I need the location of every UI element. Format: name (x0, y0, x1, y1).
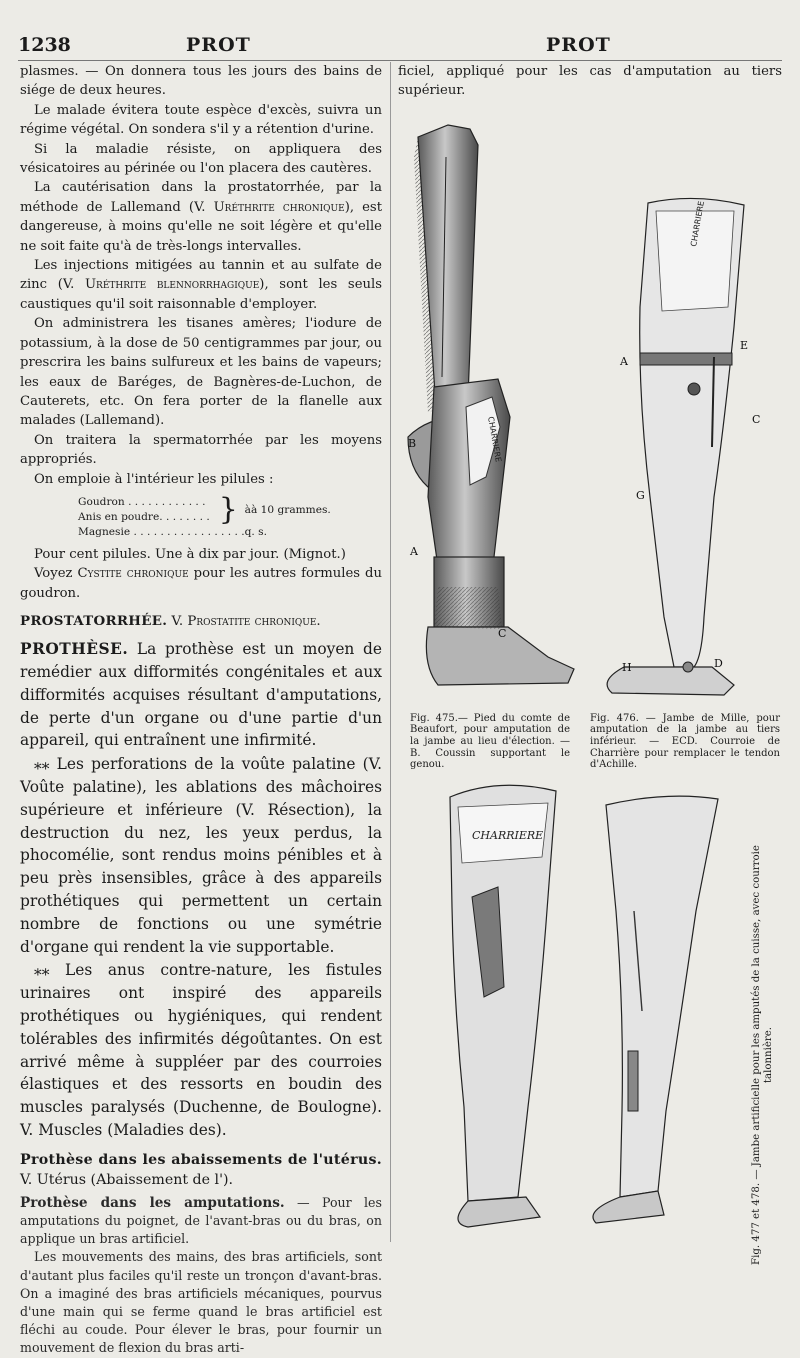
label-A: A (620, 354, 628, 368)
right-running-title: PROT (546, 34, 611, 56)
label-H: H (622, 660, 632, 674)
running-header (18, 34, 782, 58)
cross-reference: Uréthrite blennorrhagique (84, 277, 260, 293)
column-rule (390, 62, 391, 1242)
label-B: B (408, 436, 417, 450)
left-running-title: PROT (186, 34, 251, 56)
recipe-dose: q. s. (244, 525, 267, 538)
paragraph: ⁎⁎ Les perforations de la voûte palatine (V. Voûte palatine), les ablations des mâchoires supérieure et inférieure (V. Résection), la destruction du nez, les yeux perdus, la phocomélie, sont rendus moins pénibles et à peu près insensibles, grâce à des appareils prothétiques qui permettent un certain nombre de fonctions ou une symétrie d'organe qui rendent la vie supportable. (20, 755, 382, 956)
caption-fig-477-478: Fig. 477 et 478. — Jambe artificielle pour les amputés de la cuisse, avec courroie talonnière. (751, 844, 774, 1265)
fig-475-illustration (398, 117, 588, 697)
figures-area (398, 101, 782, 1281)
label-D: D (714, 656, 723, 670)
paragraph: On emploie à l'intérieur les pilules : (34, 471, 274, 487)
recipe-ingredient: Anis en poudre. . . . . . . . (78, 511, 210, 524)
label-C: C (752, 412, 761, 426)
paragraph: On administrera les tisanes amères; l'iodure de potassium, à la dose de 50 centigrammes par jour, ou prescrira les bains sulfureux et les bains de vapeurs; les eaux de Baréges, de Bagnères-de-Luchon, de Cauterets, etc. On fera porter de la flanelle aux malades (Lallemand). (20, 316, 382, 429)
paragraph: Le malade évitera toute espèce d'excès, suivra un régime végétal. On sondera s'il y a rétention d'urine. (20, 102, 382, 138)
recipe-ingredient: Goudron . . . . . . . . . . . . (78, 496, 206, 509)
maker-stamp: CHARRIERE (689, 200, 706, 248)
paragraph: plasmes. — On donnera tous les jours des bains de siége de deux heures. (20, 64, 382, 99)
fig-478-illustration (576, 791, 746, 1237)
paragraph: On traitera la spermatorrhée par les moyens appropriés. (20, 432, 382, 468)
label-E: E (740, 338, 749, 352)
maker-stamp: CHARRIERE (472, 828, 544, 842)
recipe-ingredient: Magnesie . . . . . . . . . . . . . . . . . (78, 525, 245, 538)
subentry-heading: Prothèse dans les amputations. (20, 1194, 285, 1211)
paragraph: La cautérisation dans la prostatorrhée, par la méthode de Lallemand (V. Uréthrite chronique), est dangereuse, à moins qu'elle ne soit légère et qu'elle ne soit faite qu'à de très-longs intervalles. (20, 180, 383, 254)
paragraph: Pour cent pilules. Une à dix par jour. (Mignot.) (34, 546, 346, 562)
entry-prothese: PROTHÈSE. La prothèse est un moyen de remédier aux difformités congénitales et aux difformités acquises résultant d'amputations, de perte d'un organe ou d'une partie d'un appareil, qui entraînent une infirmité. (20, 640, 382, 750)
entry-heading: PROSTATORRHÉE. V. Prostatite chronique. (20, 613, 321, 630)
caption-fig-475: Fig. 475.— Pied du comte de Beaufort, pour amputation de la jambe au lieu d'élection. — B. Coussin supportant le genou. (410, 712, 570, 771)
paragraph: ⁎⁎ Les anus contre-nature, les fistules urinaires ont inspiré des appareils prothétiques ou hygiéniques, qui rendent tolérables des infirmités dégoûtantes. On est arrivé même à suppléer par des courroies élastiques et des ressorts en boudin des muscles paralysés (Duchenne, de Boulogne). V. Muscles (Maladies des). (20, 961, 382, 1139)
recipe-brace: } (218, 491, 238, 527)
label-C: C (498, 626, 507, 640)
pill-recipe (78, 491, 382, 539)
left-column (20, 62, 383, 1356)
fig-476-illustration (584, 197, 782, 697)
header-rule (18, 60, 782, 61)
cross-reference: Cystite chronique (77, 566, 189, 582)
subentry-heading: Prothèse dans les abaissements de l'utérus. V. Utérus (Abaissement de l'). (20, 1151, 382, 1188)
paragraph: Les injections mitigées au tannin et au sulfate de zinc (V. Uréthrite blennorrhagique), sont les seuls caustiques qu'il soit raisonnable d'employer. (20, 258, 382, 312)
page-number: 1238 (18, 34, 71, 56)
right-column (398, 62, 782, 1265)
entry-heading: PROTHÈSE. (20, 640, 129, 659)
paragraph: ficiel, appliqué pour les cas d'amputation au tiers supérieur. (398, 64, 782, 99)
caption-fig-476: Fig. 476. — Jambe de Mille, pour amputation de la jambe au tiers inférieur. — ECD. Courroie de Charrière pour remplacer le tendon d'Achille. (590, 712, 780, 771)
recipe-dose: àà 10 grammes. (244, 503, 331, 516)
label-G: G (636, 488, 645, 502)
paragraph: Voyez Cystite chronique pour les autres formules du goudron. (20, 566, 382, 601)
cross-reference: Uréthrite chronique (213, 199, 345, 215)
label-A: A (410, 544, 418, 558)
subentry: Prothèse dans les amputations. — Pour les amputations du poignet, de l'avant-bras ou du bras, on applique un bras artificiel. (20, 1194, 382, 1247)
fig-477-illustration (428, 777, 578, 1237)
maker-stamp: CHARRIERE (486, 415, 503, 463)
paragraph: Les mouvements des mains, des bras artificiels, sont d'autant plus faciles qu'il reste un tronçon d'avant-bras. On a imaginé des bras artificiels mécaniques, pourvus d'une main qui se ferme quand le bras artificiel est fléchi au coude. Pour élever le bras, pour fournir un mouvement de flexion du bras arti- (20, 1249, 382, 1356)
paragraph: Si la maladie résiste, on appliquera des vésicatoires au périnée ou l'on placera des cautères. (20, 141, 382, 177)
